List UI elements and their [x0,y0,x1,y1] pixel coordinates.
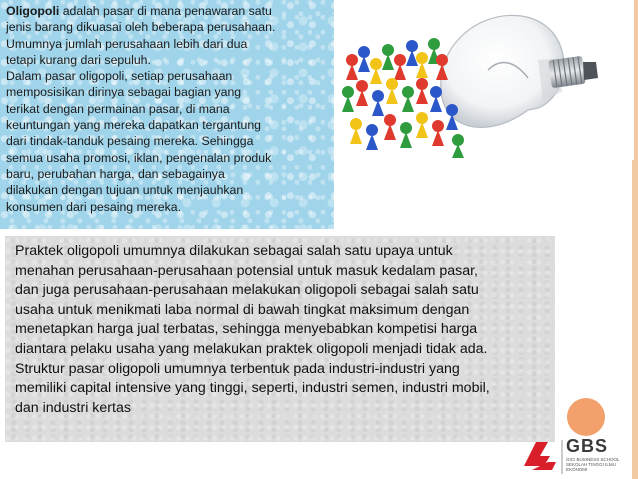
definition-text-box [0,0,334,229]
practice-paragraph: Praktek oligopoli umumnya dilakukan sebagai salah satu upaya untuk menahan perusahaan-perusahaan potensial untuk masuk kedalam pasar, dan juga perusahaan-perusahaan melakukan oligopoli sebagai salah satu usaha untuk menikmati laba normal di bawah tingkat maksimum dengan menetapkan harga jual terbatas, sehingga menyebabkan kompetisi harga diantara pelaku usaha yang melakukan praktek oligopoli menjadi tidak ada. Struktur pasar oligopoli umumnya terbentuk pada industri-industri yang memiliki capital intensive yang tinggi, seperti, industri semen, industri mobil, dan industri kertas [15,243,490,416]
logo-wordmark: GBS [566,436,609,456]
gbs-mark-icon [524,442,550,466]
accent-circle [567,398,605,436]
term-oligopoli: Oligopoli [6,4,60,18]
logo-tagline: GICI BUSINESS SCHOOL SEKOLAH TINGGI ILMU EKONOMI [566,457,620,472]
definition-paragraph: Oligopoli adalah pasar di mana penawaran satu jenis barang dikuasai oleh beberapa perusahaan. Umumnya jumlah perusahaan lebih dari dua tetapi kurang dari sepuluh. Dalam pasar oligopoli, setiap perusahaan memposisikan dirinya sebagai bagian yang terikat dengan permainan pasar, di mana keuntungan yang mereka dapatkan tergantung dari tindak-tanduk pesaing mereka. Sehingga semua usaha promosi, iklan, pengenalan produk baru, perubahan harga, dan sebagainya dilakukan dengan tujuan untuk menjauhkan konsumen dari pesaing mereka. [6,4,276,214]
game-pieces-lightbulb-image [338,0,634,160]
oligopoly-practice-text-box [5,236,555,442]
